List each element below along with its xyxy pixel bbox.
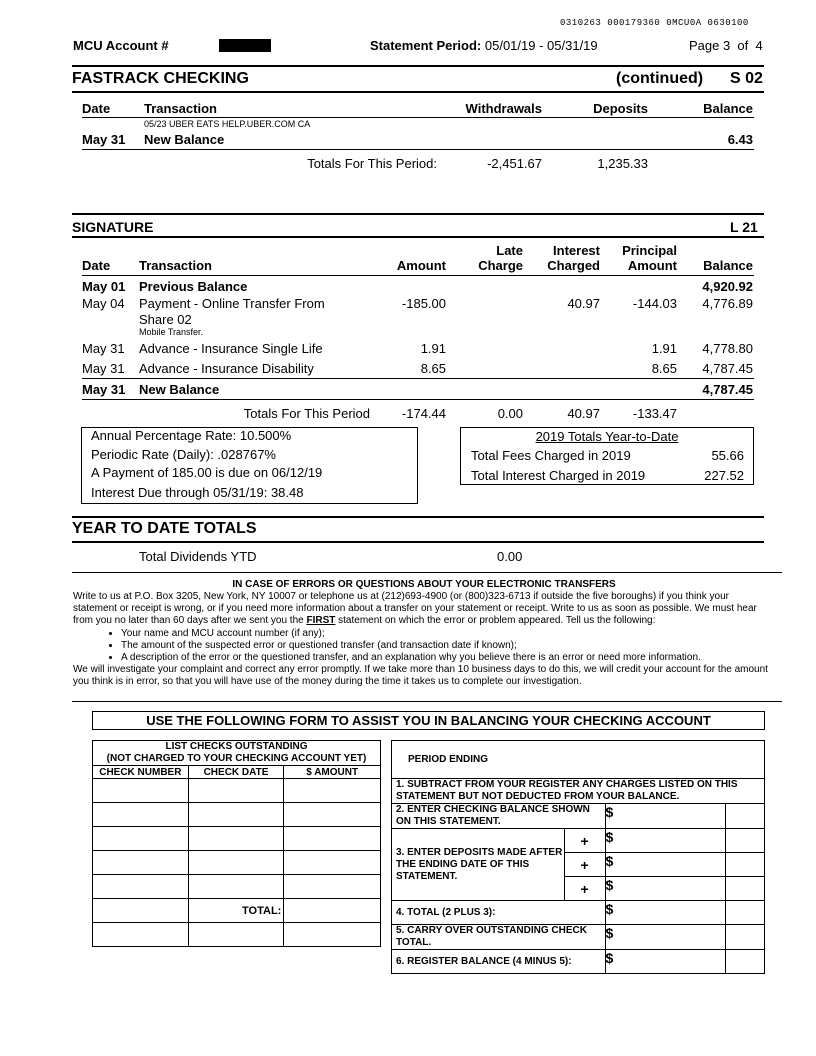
step-6-dollar: $	[605, 950, 726, 974]
check-date-cell[interactable]	[188, 851, 284, 875]
sig-header-rule	[82, 275, 754, 276]
sig-row-amount: 1.91	[420, 341, 446, 356]
signature-title-divider	[72, 236, 764, 238]
notice-p1-emphasis: FIRST	[306, 615, 336, 627]
notice-bullet: • Your name and MCU account number (if any);	[121, 628, 769, 640]
sig-row-balance: 4,778.80	[702, 341, 753, 356]
notice-title: IN CASE OF ERRORS OR QUESTIONS ABOUT YOUR ELECTRONIC TRANSFERS	[232, 579, 616, 590]
outstanding-header	[93, 741, 381, 766]
sig-row-date: May 04	[82, 296, 125, 311]
step-4: 4. TOTAL (2 PLUS 3):	[392, 901, 606, 925]
check-amount-cell[interactable]	[284, 875, 381, 899]
check-number-cell[interactable]	[93, 827, 189, 851]
sig-totals-amount: -174.44	[401, 406, 446, 421]
step-2-cents[interactable]	[726, 804, 765, 829]
signature-title: SIGNATURE	[72, 219, 154, 235]
sig-col-interest-1: Interest	[553, 243, 600, 258]
step-5: 5. CARRY OVER OUTSTANDING CHECK TOTAL.	[392, 925, 606, 950]
check-amount-cell[interactable]	[284, 827, 381, 851]
check-date-cell[interactable]	[188, 827, 284, 851]
step-3: 3. ENTER DEPOSITS MADE AFTER THE ENDING DATE OF THIS STATEMENT.	[392, 829, 565, 901]
sig-row-balance: 4,920.92	[702, 279, 753, 294]
sig-row-amount: 8.65	[420, 361, 446, 376]
ytd-top-divider	[72, 516, 764, 518]
period-ending: PERIOD ENDING	[392, 741, 765, 779]
check-number-cell[interactable]	[93, 851, 189, 875]
notice-p1-end: statement on which the error or problem appeared. Tell us the following:	[335, 615, 656, 627]
check-number-cell[interactable]	[93, 899, 189, 923]
sig-row-memo: Mobile Transfer.	[139, 327, 204, 337]
checking-header-rule	[82, 117, 754, 118]
sig-row-balance: 4,787.45	[702, 382, 753, 397]
ytd-fees-value: 55.66	[711, 448, 744, 463]
plus-sign: +	[564, 877, 605, 901]
col-check-number: CHECK NUMBER	[93, 766, 189, 779]
check-amount-cell[interactable]	[284, 779, 381, 803]
sig-row-desc: Previous Balance	[139, 279, 248, 294]
outstanding-header-line-2: (NOT CHARGED TO YOUR CHECKING ACCOUNT YET)	[106, 753, 367, 764]
sig-row-desc: Advance - Insurance Disability	[139, 361, 314, 376]
step-5-dollar: $	[605, 925, 726, 950]
checking-title-divider	[72, 91, 764, 93]
total-label: TOTAL:	[188, 899, 284, 923]
sig-totals-principal: -133.47	[632, 406, 677, 421]
balancing-steps-table	[391, 740, 765, 974]
col-check-amount: $ AMOUNT	[284, 766, 381, 779]
form-title: USE THE FOLLOWING FORM TO ASSIST YOU IN BALANCING YOUR CHECKING ACCOUNT	[92, 711, 765, 730]
checking-col-transaction: Transaction	[144, 101, 217, 116]
check-date-cell[interactable]	[188, 875, 284, 899]
sig-col-transaction: Transaction	[139, 258, 212, 273]
checking-totals-withdrawals: -2,451.67	[487, 156, 542, 171]
statement-period	[370, 38, 598, 53]
step-3-cents[interactable]	[726, 853, 765, 877]
sig-row-balance: 4,776.89	[702, 296, 753, 311]
sig-row-desc: Advance - Insurance Single Life	[139, 341, 323, 356]
checking-row-rule	[82, 149, 754, 150]
step-3-cents[interactable]	[726, 877, 765, 901]
checking-title: FASTRACK CHECKING	[72, 70, 249, 87]
sig-row-desc-cont: Share 02	[139, 312, 192, 327]
sig-col-date: Date	[82, 258, 111, 273]
check-amount-cell[interactable]	[284, 851, 381, 875]
loan-interest-due: Interest Due through 05/31/19: 38.48	[91, 485, 304, 500]
sig-row-date: May 31	[82, 361, 125, 376]
checking-memo: 05/23 UBER EATS HELP.UBER.COM CA	[144, 119, 311, 129]
sig-row-date: May 31	[82, 382, 126, 397]
sig-col-late-2: Charge	[478, 258, 523, 273]
plus-sign: +	[564, 829, 605, 853]
sig-row-rule	[82, 399, 754, 400]
checking-new-balance-label: New Balance	[144, 132, 225, 147]
sig-row-balance: 4,787.45	[702, 361, 753, 376]
sig-col-interest-2: Charged	[547, 258, 600, 273]
ytd-box-title: 2019 Totals Year-to-Date	[535, 429, 679, 444]
notice-bullet: • A description of the error or the questioned transfer, and an explanation why you believe there is an error or need more information.	[121, 652, 769, 664]
notice-p1-text: Write to us at P.O. Box 3205, New York, NY 10007 or telephone us at (212)693-4900 (or (800)323-6713 if outside the five boroughs) if you think your statement or receipt is wrong, or if you need more information about a transfer on your statement or receipt. Write to us as soon as possible. We must hear from you no later than 60 days after we sent you the	[73, 591, 757, 627]
check-amount-cell[interactable]	[284, 803, 381, 827]
check-number-cell[interactable]	[93, 803, 189, 827]
sig-col-amount: Amount	[396, 258, 446, 273]
sig-row-rule	[82, 378, 754, 379]
step-4-dollar: $	[605, 901, 726, 925]
step-3-dollar: $	[605, 829, 726, 853]
sig-totals-late: 0.00	[497, 406, 523, 421]
account-label: MCU Account #	[73, 38, 169, 53]
ytd-title-divider	[72, 541, 764, 543]
step-3-dollar: $	[605, 853, 726, 877]
notice-bullet: • The amount of the suspected error or questioned transfer (and transaction date if known);	[121, 640, 769, 652]
step-3-dollar: $	[605, 877, 726, 901]
period-label: Statement Period:	[370, 38, 482, 53]
loan-periodic-rate: Periodic Rate (Daily): .028767%	[91, 447, 276, 462]
ytd-dividends-value: 0.00	[497, 549, 523, 564]
checking-totals-deposits: 1,235.33	[597, 156, 648, 171]
signature-top-divider	[72, 213, 764, 215]
ytd-fees-label: Total Fees Charged in 2019	[471, 448, 631, 463]
step-2-dollar: $	[605, 804, 726, 829]
sig-row-date: May 31	[82, 341, 125, 356]
header-divider	[72, 65, 764, 67]
checking-code: S 02	[730, 70, 763, 87]
check-number-cell[interactable]	[93, 923, 189, 947]
notice-paragraph-2: We will investigate your complaint and correct any error promptly. If we take more than 10 business days to do this, we will credit your account for the amount you think is in error, so that you will have use of the money during the time it takes us to complete our investigation.	[73, 664, 768, 688]
check-number-cell[interactable]	[93, 875, 189, 899]
ytd-title: YEAR TO DATE TOTALS	[72, 520, 257, 537]
total-amount-cell[interactable]	[284, 899, 381, 923]
sig-totals-label: Totals For This Period	[243, 406, 370, 421]
checking-new-balance-value: 6.43	[727, 132, 753, 147]
sig-row-principal: 8.65	[651, 361, 677, 376]
sig-totals-interest: 40.97	[567, 406, 600, 421]
step-3-cents[interactable]	[726, 829, 765, 853]
sig-row-desc: Payment - Online Transfer From	[139, 296, 325, 311]
account-number-redaction	[219, 39, 271, 52]
ytd-interest-label: Total Interest Charged in 2019	[471, 468, 646, 483]
notice-list	[73, 628, 769, 665]
checking-continued: (continued)	[616, 70, 704, 87]
checking-col-balance: Balance	[703, 101, 753, 116]
ytd-totals-box	[460, 427, 754, 485]
checking-totals-label: Totals For This Period:	[307, 156, 437, 171]
outstanding-checks-table	[92, 740, 381, 947]
loan-apr: Annual Percentage Rate: 10.500%	[91, 428, 292, 443]
sig-col-late-1: Late	[496, 243, 523, 258]
check-amount-cell[interactable]	[284, 923, 381, 947]
loan-info-box	[81, 427, 418, 504]
checking-new-balance-date: May 31	[82, 132, 126, 147]
sig-row-amount: -185.00	[401, 296, 446, 311]
sig-col-balance: Balance	[703, 258, 753, 273]
step-6: 6. REGISTER BALANCE (4 MINUS 5):	[392, 950, 606, 974]
notice-bottom-rule	[72, 701, 782, 702]
barcode-line: 0310263 000179360 0MCU0A 0630100	[560, 18, 749, 28]
check-date-cell[interactable]	[188, 923, 284, 947]
check-date-cell[interactable]	[188, 779, 284, 803]
step-2: 2. ENTER CHECKING BALANCE SHOWN ON THIS STATEMENT.	[392, 804, 606, 829]
sig-col-principal-1: Principal	[622, 243, 677, 258]
sig-row-principal: -144.03	[632, 296, 677, 311]
check-date-cell[interactable]	[188, 803, 284, 827]
page-number: Page 3 of 4	[689, 38, 763, 53]
plus-sign: +	[564, 853, 605, 877]
ytd-interest-value: 227.52	[704, 468, 744, 483]
step-5-cents[interactable]	[726, 925, 765, 950]
step-1: 1. SUBTRACT FROM YOUR REGISTER ANY CHARGES LISTED ON THIS STATEMENT BUT NOT DEDUCTED FROM YOUR BALANCE.	[392, 779, 765, 804]
ytd-dividends-label: Total Dividends YTD	[139, 549, 257, 564]
sig-row-date: May 01	[82, 279, 126, 294]
sig-col-principal-2: Amount	[627, 258, 677, 273]
period-value: 05/01/19 - 05/31/19	[484, 38, 598, 53]
sig-row-interest: 40.97	[567, 296, 600, 311]
step-6-cents[interactable]	[726, 950, 765, 974]
checking-col-date: Date	[82, 101, 111, 116]
col-check-date: CHECK DATE	[188, 766, 284, 779]
check-number-cell[interactable]	[93, 779, 189, 803]
step-4-cents[interactable]	[726, 901, 765, 925]
notice-top-rule	[72, 572, 782, 573]
signature-code: L 21	[730, 219, 758, 235]
notice-body	[73, 591, 769, 689]
checking-col-withdrawals: Withdrawals	[465, 101, 542, 116]
checking-col-deposits: Deposits	[593, 101, 648, 116]
outstanding-header-line-1: LIST CHECKS OUTSTANDING	[165, 741, 308, 752]
sig-row-desc: New Balance	[139, 382, 220, 397]
notice-paragraph-1	[73, 591, 769, 628]
sig-row-principal: 1.91	[651, 341, 677, 356]
loan-payment-due: A Payment of 185.00 is due on 06/12/19	[91, 465, 323, 480]
